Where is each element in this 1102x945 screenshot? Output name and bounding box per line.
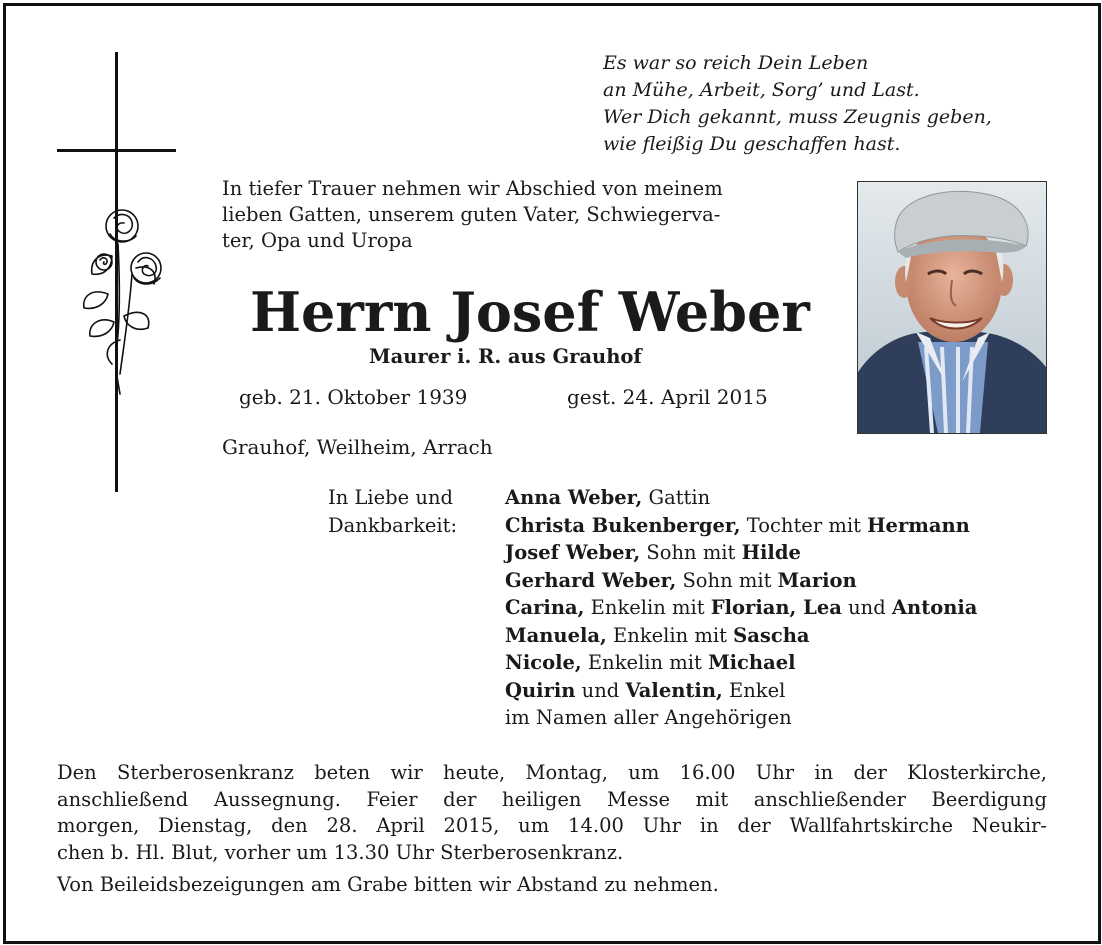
notice-line: chen b. Hl. Blut, vorher um 13.30 Uhr Sterberosenkranz. [57, 840, 624, 864]
mourner-relation: und [841, 596, 892, 619]
deceased-name: Herrn Josef Weber [250, 280, 810, 344]
mourner-name: Quirin [505, 678, 576, 702]
thanks-label-line: Dankbarkeit: [328, 513, 458, 537]
mourner-relation: Enkelin mit [584, 596, 711, 619]
mourner-row [505, 484, 977, 512]
intro-line: ter, Opa und Uropa [222, 229, 413, 252]
mourner-name: Michael [708, 651, 796, 674]
notice-line: anschließend Aussegnung. Feier der heiligen Messe mit anschließender Beerdigung [57, 787, 1047, 811]
service-notice [57, 760, 1047, 905]
mourner-list [505, 484, 977, 732]
notice-line: morgen, Dienstag, den 28. April 2015, um 14.00 Uhr in der Wallfahrtskirche Neukir- [57, 814, 1047, 837]
mourner-row [505, 649, 977, 677]
mourner-row [505, 539, 977, 567]
mourner-name: Marion [777, 568, 857, 592]
mourner-name: Anna Weber, [505, 486, 643, 509]
portrait-photo [857, 181, 1047, 434]
deceased-occupation: Maurer i. R. aus Grauhof [369, 345, 642, 368]
poem-line: an Mühe, Arbeit, Sorg’ und Last. [603, 79, 920, 101]
poem-line: Es war so reich Dein Leben [603, 52, 869, 74]
intro-line: In tiefer Trauer nehmen wir Abschied von meinem [222, 177, 723, 200]
mourner-relation: Enkelin mit [606, 623, 734, 647]
mourner-name: Valentin, [625, 678, 723, 702]
mourner-name: Gerhard Weber, [505, 568, 677, 592]
mourner-relation: Sohn mit [676, 568, 778, 592]
poem [603, 50, 992, 158]
mourner-row [505, 622, 977, 650]
mourner-name: Sascha [733, 623, 810, 647]
mourner-relation: und [575, 678, 626, 702]
mourner-name: Carina, [505, 596, 585, 619]
roses-icon [74, 204, 174, 396]
mourner-relation: Sohn mit [640, 541, 742, 564]
mourner-name: Christa Bukenberger, [505, 513, 741, 537]
mourner-relation: Gattin [642, 486, 711, 509]
intro-line: lieben Gatten, unserem guten Vater, Schwiegerva- [222, 203, 721, 226]
mourner-name: Josef Weber, [505, 541, 641, 564]
mourner-name: Florian, Lea [710, 596, 842, 619]
mourner-relation: im Namen aller Angehörigen [505, 706, 792, 729]
places: Grauhof, Weilheim, Arrach [222, 435, 493, 459]
thanks-label [328, 484, 457, 539]
mourner-name: Hilde [741, 541, 801, 564]
death-date: gest. 24. April 2015 [567, 385, 768, 409]
mourner-name: Nicole, [505, 651, 582, 674]
cross-icon-horizontal [57, 149, 176, 152]
birth-date: geb. 21. Oktober 1939 [239, 385, 468, 409]
poem-line: wie fleißig Du geschaffen hast. [603, 133, 901, 155]
mourner-row [505, 512, 977, 540]
poem-line: Wer Dich gekannt, muss Zeugnis geben, [603, 106, 992, 128]
mourner-relation: Tochter mit [740, 513, 868, 537]
mourner-relation: Enkel [722, 678, 786, 702]
closing-line: Von Beileidsbezeigungen am Grabe bitten wir Abstand zu nehmen. [57, 873, 719, 896]
mourner-row [505, 567, 977, 595]
intro-text [222, 176, 723, 254]
mourner-relation: Enkelin mit [581, 651, 709, 674]
mourner-row [505, 594, 977, 622]
thanks-label-line: In Liebe und [328, 486, 454, 509]
notice-line: Den Sterberosenkranz beten wir heute, Montag, um 16.00 Uhr in der Klosterkirche, [57, 761, 1047, 784]
mourner-row [505, 704, 977, 732]
mourner-name: Antonia [891, 596, 978, 619]
mourner-name: Hermann [867, 513, 970, 537]
mourner-name: Manuela, [505, 623, 607, 647]
mourner-row [505, 677, 977, 705]
